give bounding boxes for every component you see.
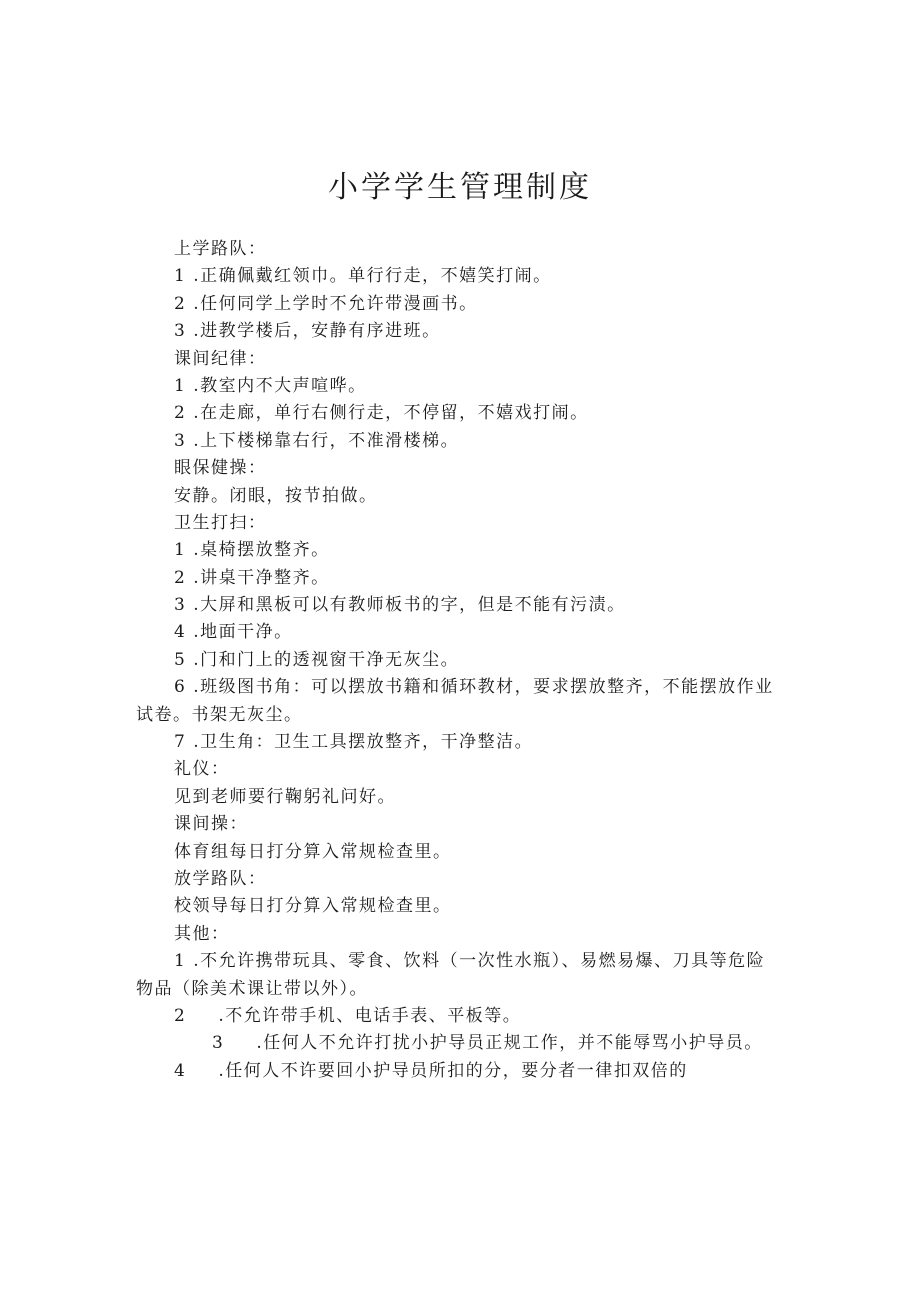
others-rule-1: 1 .不允许携带玩具、零食、饮料（一次性水瓶）、易燃易爆、刀具等危险物品（除美术课让带以外）。 — [136, 951, 766, 999]
others-rule-4-text: .任何人不许要回小护导员所扣的分，要分者一律扣双倍的 — [218, 1060, 688, 1081]
others-rule-3 — [136, 1030, 776, 1057]
cleaning-rule-4: 4 .地面干净。 — [174, 622, 293, 643]
cleaning-rule-6: 6 .班级图书角：可以摆放书籍和循环教材，要求摆放整齐，不能摆放作业试卷。书架无灰尘。 — [136, 677, 774, 725]
section-heading-exercise-break: 课间操： — [174, 814, 248, 835]
others-rule-3-number: 3 — [212, 1033, 225, 1054]
etiquette-text: 见到老师要行鞠躬礼问好。 — [174, 786, 396, 807]
commute-rule-1: 1 .正确佩戴红领巾。单行行走，不嬉笑打闹。 — [174, 266, 552, 287]
break-rule-1: 1 .教室内不大声喧哗。 — [174, 375, 367, 396]
others-rule-2-text: .不允许带手机、电话手表、平板等。 — [218, 1006, 522, 1026]
section-heading-break: 课间纪律： — [174, 348, 267, 369]
cleaning-rule-2: 2 .讲桌干净整齐。 — [174, 567, 330, 588]
break-rule-3: 3 .上下楼梯靠右行，不准滑楼梯。 — [174, 430, 460, 451]
section-heading-cleaning: 卫生打扫： — [174, 512, 267, 533]
cleaning-rule-7: 7 .卫生角：卫生工具摆放整齐，干净整洁。 — [174, 732, 534, 753]
cleaning-rule-1: 1 .桌椅摆放整齐。 — [174, 540, 330, 561]
exercise-break-text: 体育组每日打分算入常规检查里。 — [174, 841, 452, 862]
section-heading-commute: 上学路队： — [174, 239, 267, 259]
dismissal-text: 校领导每日打分算入常规检查里。 — [174, 896, 452, 917]
document-body — [136, 236, 776, 1085]
others-rule-4 — [136, 1058, 776, 1085]
others-rule-2-number: 2 — [174, 1006, 187, 1026]
cleaning-rule-3: 3 .大屏和黑板可以有教师板书的字，但是不能有污渍。 — [174, 595, 626, 616]
section-heading-others: 其他： — [174, 923, 230, 944]
section-heading-dismissal: 放学路队： — [174, 869, 267, 890]
eye-exercise-text: 安静。闭眼，按节拍做。 — [174, 485, 378, 506]
commute-rule-3: 3 .进教学楼后，安静有序进班。 — [174, 321, 441, 342]
section-heading-eye-exercise: 眼保健操： — [174, 458, 267, 479]
section-heading-etiquette: 礼仪： — [174, 759, 230, 780]
others-rule-2 — [136, 1003, 776, 1030]
commute-rule-2: 2 .任何同学上学时不允许带漫画书。 — [174, 293, 478, 314]
cleaning-rule-5: 5 .门和门上的透视窗干净无灰尘。 — [174, 649, 460, 670]
break-rule-2: 2 .在走廊，单行右侧行走，不停留，不嬉戏打闹。 — [174, 403, 589, 424]
others-rule-4-number: 4 — [174, 1060, 187, 1081]
document-title: 小学学生管理制度 — [328, 170, 592, 205]
others-rule-3-text: .任何人不允许打扰小护导员正规工作，并不能辱骂小护导员。 — [256, 1033, 763, 1054]
